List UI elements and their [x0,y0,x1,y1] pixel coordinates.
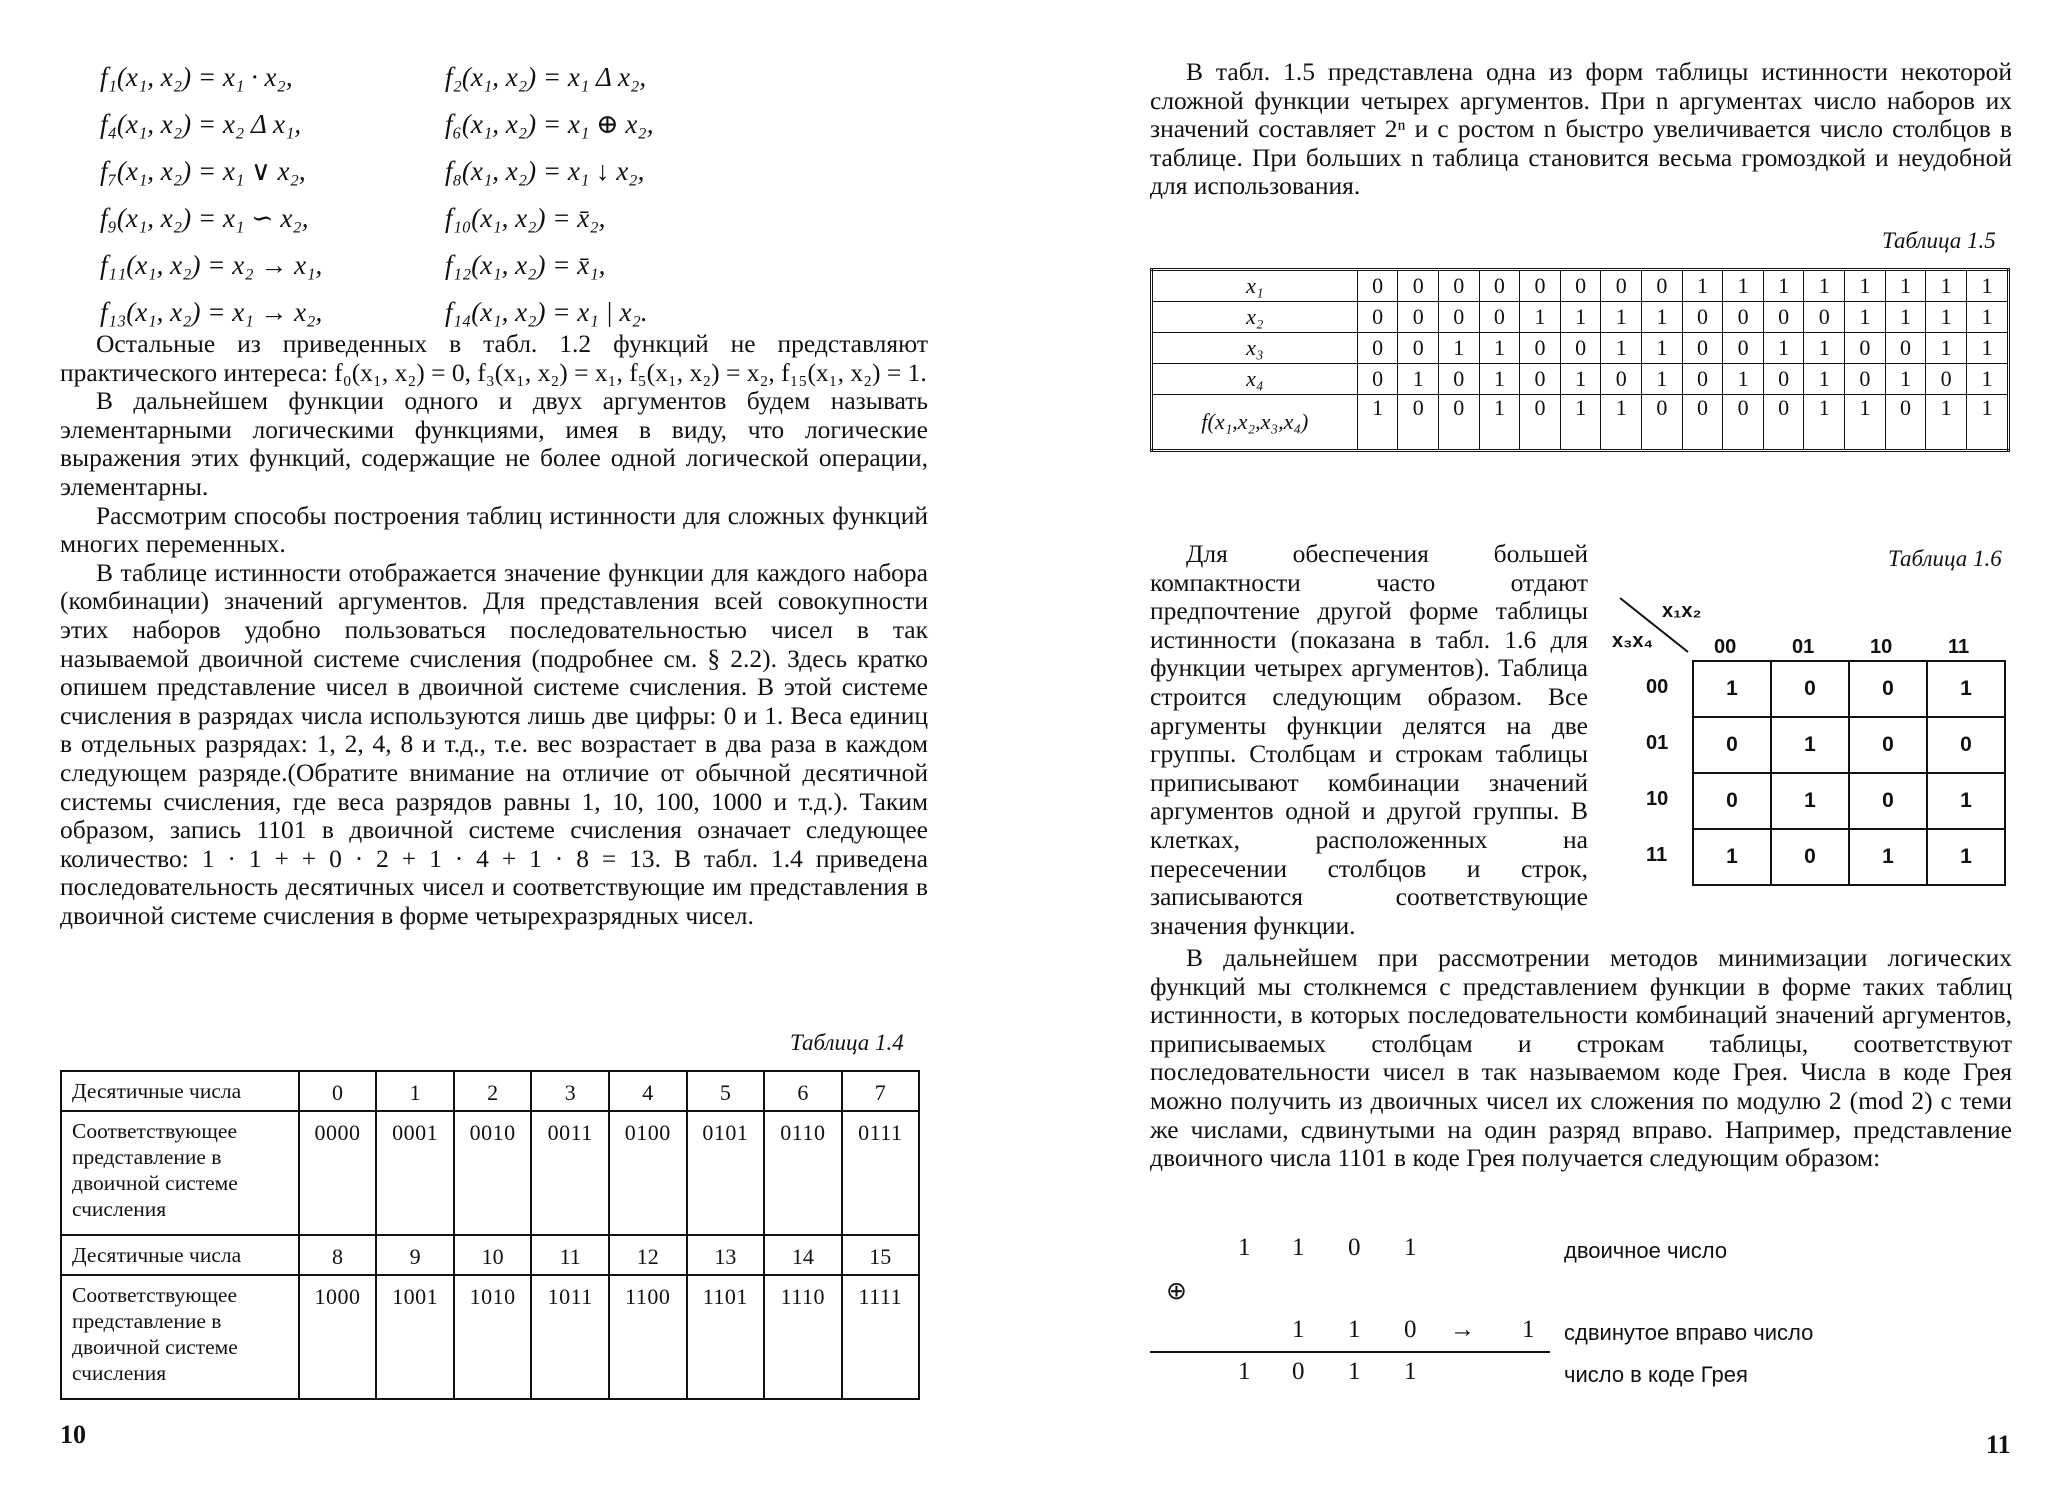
cell: 0011 [531,1111,608,1235]
cell: 1 [1479,333,1520,364]
cell: 0 [1560,270,1601,302]
paragraph: В табл. 1.5 представлена одна из форм таблицы истинности некоторой сложной функции четырех аргументов. При n аргументах число наборов их значений составляет 2ⁿ и с ростом n быстро увеличивается число столбцов в таблице. При больших n таблица становится весьма громоздкой и неудобной для использования. [1150,57,2012,201]
paragraph: В таблице истинности отображается значение функции для каждого набора (комбинации) значений аргументов. Для представления всей совокупности этих наборов удобно пользоваться последовательностью чисел в так называемой двоичной системе счисления (подробнее см. § 2.2). Здесь кратко опишем представление чисел в двоичной системе счисления. В этой системе счисления в разрядах числа используются лишь две цифры: 0 и 1. Веса единиц в отдельных разрядах: 1, 2, 4, 8 и т.д., т.е. вес возрастает в два раза в каждом следующем разряде.(Обратите внимание на отличие от обычной десятичной системы счисления, где веса разрядов равны 1, 10, 100, 1000 и т.д.). Таким образом, запись 1101 в двоичной системе счисления означает следующее количество: 1 · 1 + + 0 · 2 + 1 · 4 + 1 · 8 = 13. В табл. 1.4 приведена последовательность десятичных чисел и соответствующие им представления в двоичной системе счисления в форме четырехразрядных чисел. [60,557,928,930]
formula-row [100,109,920,156]
cell: 1 [1560,302,1601,333]
gray-digit: 1 [1238,1234,1251,1261]
kmap-cell: 1 [1927,661,2005,717]
row-label: f(x₁,x₂,x₃,x₄) [1152,395,1358,451]
cell: 0 [1439,395,1480,451]
formula-row [100,250,920,297]
kmap-col-header: 10 [1870,636,1893,658]
paragraph: Рассмотрим способы построения таблиц истинности для сложных функций многих переменных. [60,500,928,559]
cell: 1 [1601,333,1642,364]
kmap-cell: 1 [1927,829,2005,885]
cell: 1 [1479,395,1520,451]
cell: 0 [1601,364,1642,395]
cell: 6 [764,1071,841,1111]
row-label: Соответствующее представление в двоичной системе счисления [61,1275,299,1399]
kmap-cell: 1 [1849,829,1927,885]
kmap-cell: 0 [1849,661,1927,717]
cell: 0 [1398,333,1439,364]
cell: 0 [1682,302,1723,333]
row-label: x₁ [1152,270,1358,302]
formula: f₆(x₁, x₂) = x₁ ⊕ x₂, [445,109,654,139]
body-text [60,330,928,930]
row-label: x₄ [1152,364,1358,395]
cell: 1 [1966,395,2008,451]
gray-digit: 0 [1404,1316,1417,1343]
table-row [1693,661,2005,717]
cell: 1 [1804,333,1845,364]
cell: 3 [531,1071,608,1111]
cell: 1 [1560,395,1601,451]
cell: 0 [1723,302,1764,333]
table-row [1693,773,2005,829]
cell: 0 [1763,364,1804,395]
table-row [1693,829,2005,885]
cell: 0 [1520,395,1561,451]
cell: 0 [1885,395,1926,451]
cell: 0 [1926,364,1967,395]
gray-digit: 1 [1348,1358,1361,1385]
cell: 1 [1439,333,1480,364]
cell: 15 [842,1235,919,1275]
cell: 0 [1398,302,1439,333]
formula: f₂(x₁, x₂) = x₁ Δ x₂, [445,62,647,92]
cell: 1 [1845,270,1886,302]
cell: 0 [1398,395,1439,451]
cell: 1 [1642,364,1683,395]
cell: 1 [1804,364,1845,395]
cell: 11 [531,1235,608,1275]
cell: 0 [1439,302,1480,333]
formula: f₉(x₁, x₂) = x₁ ∽ x₂, [100,203,309,233]
cell: 1 [1804,395,1845,451]
row-label: x₂ [1152,302,1358,333]
cell: 0 [1763,302,1804,333]
cell: 0100 [609,1111,687,1235]
page-number: 10 [60,1420,86,1449]
cell: 1 [1601,395,1642,451]
gray-label: сдвинутое вправо число [1564,1320,1814,1345]
cell: 13 [687,1235,765,1275]
kmap-col-header: 00 [1714,636,1737,658]
cell: 1 [1885,302,1926,333]
cell: 0 [1479,270,1520,302]
cell: 0111 [842,1111,919,1235]
kmap-cell: 0 [1849,717,1927,773]
gray-digit: 1 [1404,1234,1417,1261]
gray-digit: 1 [1522,1316,1535,1343]
formula: f₈(x₁, x₂) = x₁ ↓ x₂, [445,156,645,186]
formula-row [100,203,920,250]
kmap-col-header: 01 [1792,636,1815,658]
kmap-row-header: 00 [1646,676,1669,698]
cell: 1101 [687,1275,765,1399]
table-caption: Таблица 1.4 [790,1030,904,1055]
cell: 4 [609,1071,687,1111]
cell: 1 [1763,333,1804,364]
xor-symbol: ⊕ [1166,1278,1187,1305]
cell: 1 [1926,302,1967,333]
formula-list [100,62,920,344]
kmap-cell: 0 [1693,717,1771,773]
table-row [61,1235,919,1275]
row-label: Соответствующее представление в двоичной системе счисления [61,1111,299,1235]
cell: 1 [1845,395,1886,451]
cell: 0 [1520,333,1561,364]
row-label: Десятичные числа [61,1071,299,1111]
cell: 0001 [376,1111,454,1235]
body-text [1150,944,2012,1173]
cell: 9 [376,1235,454,1275]
formula: f₁₀(x₁, x₂) = x̄₂, [445,203,606,233]
cell: 0 [1357,270,1398,302]
gray-digit: 1 [1292,1316,1305,1343]
cell: 1001 [376,1275,454,1399]
table-1-6 [1692,660,2006,886]
cell: 1 [1966,302,2008,333]
cell: 1 [1479,364,1520,395]
cell: 0 [1439,364,1480,395]
kmap-cell: 0 [1849,773,1927,829]
cell: 1 [1723,270,1764,302]
cell: 0 [1520,270,1561,302]
table-1-4 [60,1070,920,1400]
cell: 0 [1520,364,1561,395]
cell: 1 [1885,364,1926,395]
table-row [1152,270,2009,302]
gray-digit: 0 [1292,1358,1305,1385]
cell: 1110 [764,1275,841,1399]
cell: 1111 [842,1275,919,1399]
cell: 0 [1601,270,1642,302]
cell: 1 [1926,270,1967,302]
kmap-row-header: 01 [1646,732,1669,754]
paragraph: Остальные из приведенных в табл. 1.2 функций не представляют практического интереса: f₀(x₁, x₂) = 0, f₃(x₁, x₂) = x₁, f₅(x₁, x₂) = x₂, f₁₅(x₁, x₂) = 1. [60,329,928,387]
gray-digit: 1 [1348,1316,1361,1343]
cell: 1 [1926,333,1967,364]
formula: f₁₄(x₁, x₂) = x₁ | x₂. [445,297,648,327]
cell: 8 [299,1235,377,1275]
formula: f₄(x₁, x₂) = x₂ Δ x₁, [100,109,302,139]
kmap-cell: 0 [1771,829,1849,885]
cell: 12 [609,1235,687,1275]
cell: 0 [1560,333,1601,364]
gray-digit: 0 [1348,1234,1361,1261]
formula: f₁(x₁, x₂) = x₁ · x₂, [100,62,293,92]
table-1-5 [1150,268,2010,452]
table-row [1152,302,2009,333]
row-label: Десятичные числа [61,1235,299,1275]
table-row [1152,364,2009,395]
sum-line [1150,1350,1550,1354]
cell: 0 [1845,333,1886,364]
gray-digit: 1 [1404,1358,1417,1385]
cell: 1000 [299,1275,377,1399]
cell: 14 [764,1235,841,1275]
paragraph: Для обеспечения большей компактности часто отдают предпочтение другой форме таблицы истинности (показана в табл. 1.6 для функции четырех аргументов). Таблица строится следующим образом. Все аргументы функции делятся на две группы. Столбцам и строкам таблицы приписывают комбинации значений аргументов одной и другой группы. В клетках, расположенных на пересечении столбцов и строк, записываются соответствующие значения функции. [1150,539,1588,940]
kmap-cell: 0 [1927,717,2005,773]
cell: 1011 [531,1275,608,1399]
cell: 0 [299,1071,377,1111]
table-row [1152,395,2009,451]
kmap-cell: 1 [1693,661,1771,717]
cell: 1 [1682,270,1723,302]
cell: 1 [1723,364,1764,395]
kmap-cell: 0 [1693,773,1771,829]
cell: 1 [1398,364,1439,395]
kmap-row-header: 11 [1646,844,1668,866]
kmap-cell: 1 [1693,829,1771,885]
cell: 0 [1357,364,1398,395]
cell: 0 [1479,302,1520,333]
cell: 0 [1763,395,1804,451]
body-text [1150,540,1588,940]
gray-label: двоичное число [1564,1238,1728,1263]
table-row [61,1275,919,1399]
cell: 0 [1642,270,1683,302]
cell: 1 [376,1071,454,1111]
cell: 1 [1885,270,1926,302]
cell: 0 [1804,302,1845,333]
kmap-cell: 1 [1927,773,2005,829]
cell: 1 [1357,395,1398,451]
cell: 0110 [764,1111,841,1235]
formula-row [100,62,920,109]
table-row [1693,717,2005,773]
row-label: x₃ [1152,333,1358,364]
paragraph: В дальнейшем функции одного и двух аргументов будем называть элементарными логическими функциями, имея в виду, что логические выражения этих функций, содержащие не более одной логической операции, элементарны. [60,386,928,501]
cell: 1 [1642,302,1683,333]
kmap-cell: 1 [1771,717,1849,773]
cell: 7 [842,1071,919,1111]
kmap-cell: 1 [1771,773,1849,829]
cell: 1 [1642,333,1683,364]
cell: 0101 [687,1111,765,1235]
cell: 0 [1845,364,1886,395]
cell: 1 [1966,333,2008,364]
table-caption: Таблица 1.6 [1888,546,2002,571]
cell: 5 [687,1071,765,1111]
cell: 0 [1682,364,1723,395]
cell: 0 [1682,333,1723,364]
formula: f₁₃(x₁, x₂) = x₁ → x₂, [100,297,323,327]
cell: 0 [1357,333,1398,364]
table-row [61,1111,919,1235]
cell: 1 [1560,364,1601,395]
table-caption: Таблица 1.5 [1882,228,1996,253]
cell: 10 [454,1235,532,1275]
cell: 1010 [454,1275,532,1399]
cell: 1100 [609,1275,687,1399]
cell: 0 [1885,333,1926,364]
cell: 0 [1398,270,1439,302]
cell: 1 [1966,364,2008,395]
gray-digit: 1 [1292,1234,1305,1261]
table-row [61,1071,919,1111]
cell: 0 [1723,333,1764,364]
cell: 1 [1520,302,1561,333]
kmap-col-header: 11 [1948,636,1970,658]
formula: f₇(x₁, x₂) = x₁ ∨ x₂, [100,156,306,186]
formula: f₁₁(x₁, x₂) = x₂ → x₁, [100,250,323,280]
formula: f₁₂(x₁, x₂) = x̄₁, [445,250,606,280]
gray-digit: 1 [1238,1358,1251,1385]
page-number: 11 [1986,1430,2011,1459]
kmap-col-vars: x₁x₂ [1662,600,1702,622]
cell: 0 [1357,302,1398,333]
cell: 0010 [454,1111,532,1235]
kmap-row-vars: x₃x₄ [1612,630,1654,652]
gray-digit: → [1450,1316,1475,1343]
paragraph: В дальнейшем при рассмотрении методов минимизации логических функций мы столкнемся с представлением функции в форме таких таблиц истинности, в которых последовательности комбинаций значений аргументов, приписываемых столбцам и строкам таблицы, соответствуют последовательности чисел в так называемом коде Грея. Числа в коде Грея можно получить из двоичных чисел их сложения по модулю 2 (mod 2) с теми же числами, сдвинутыми на один разряд вправо. Например, представление двоичного числа 1101 в коде Грея получается следующим образом: [1150,943,2012,1173]
cell: 0 [1682,395,1723,451]
cell: 1 [1804,270,1845,302]
kmap-row-header: 10 [1646,788,1669,810]
cell: 1 [1601,302,1642,333]
cell: 0 [1642,395,1683,451]
formula-row [100,156,920,203]
kmap-cell: 0 [1771,661,1849,717]
table-row [1152,333,2009,364]
cell: 0 [1439,270,1480,302]
body-text [1150,58,2012,201]
cell: 1 [1763,270,1804,302]
gray-label: число в коде Грея [1564,1362,1748,1387]
cell: 2 [454,1071,532,1111]
cell: 0000 [299,1111,377,1235]
cell: 0 [1723,395,1764,451]
cell: 1 [1845,302,1886,333]
cell: 1 [1966,270,2008,302]
cell: 1 [1926,395,1967,451]
